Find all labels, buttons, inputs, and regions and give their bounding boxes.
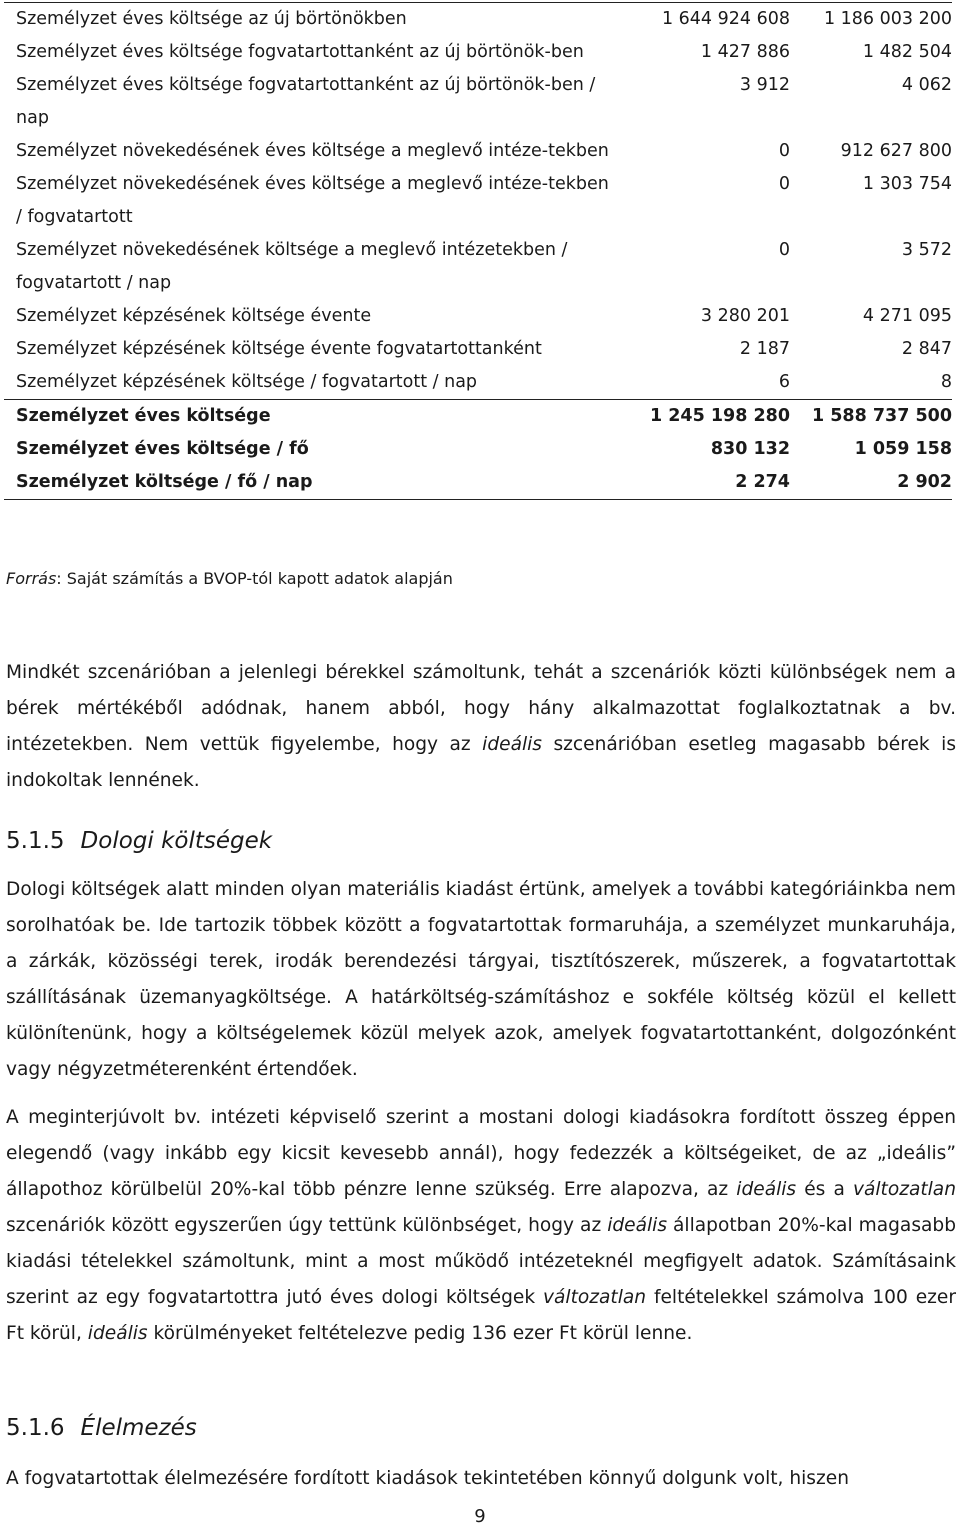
emphasis-text: változatlan xyxy=(543,1287,647,1308)
row-value-scenario-2: 1 186 003 200 xyxy=(790,3,952,37)
table-source-note xyxy=(6,566,453,592)
source-text: : Saját számítás a BVOP-tól kapott adatok alapján xyxy=(56,569,453,588)
page-number: 9 xyxy=(474,1506,486,1527)
row-value-scenario-2: 1 303 754 xyxy=(862,174,952,194)
emphasis-text: ideális xyxy=(482,734,542,755)
row-value-scenario-2: 8 xyxy=(940,372,952,392)
cost-table xyxy=(4,2,952,500)
row-value-scenario-2: 4 062 xyxy=(901,75,952,95)
table-row xyxy=(4,3,952,37)
emphasis-text: ideális xyxy=(736,1179,797,1200)
row-value-scenario-1: 6 xyxy=(778,372,790,392)
paragraph-wages xyxy=(6,655,956,799)
table-row xyxy=(4,69,952,135)
row-value-scenario-1: 2 187 xyxy=(739,339,790,359)
row-value-scenario-2: 2 847 xyxy=(901,339,952,359)
row-value-scenario-1: 3 912 xyxy=(739,75,790,95)
paragraph-dologi-scenarios xyxy=(6,1100,956,1352)
paragraph-text: állapotban 20%-kal magasabb kiadási tételekkel számoltunk, mint a most működő intézeteknél megfigyelt adatok. Számításaink szerint az egy fogvatartottra jutó éves dologi költségek xyxy=(6,1215,957,1308)
table-row xyxy=(4,433,952,466)
paragraph-text: körülményeket feltételezve pedig 136 ezer Ft körül lenne. xyxy=(147,1323,693,1344)
row-label: Személyzet növekedésének költsége a meglevő intézetekben / fogvatartott / nap xyxy=(16,240,568,293)
row-value-scenario-1: 0 xyxy=(778,141,790,161)
paragraph-text: A meginterjúvolt bv. intézeti képviselő szerint a mostani dologi kiadásokra fordított összeg éppen elegendő (vagy inkább egy kicsit kevesebb annál), hogy fedezzék a költségeiket, de az „ideális” állapothoz körülbelül 20%-kal több pénzre lenne szükség. Erre alapozva, az xyxy=(6,1107,956,1200)
row-value-scenario-1: 830 132 xyxy=(710,439,790,459)
section-heading-dologi xyxy=(6,826,272,856)
row-label: Személyzet költsége / fő / nap xyxy=(4,466,612,500)
row-label: Személyzet éves költsége fogvatartottanként az új börtönök-ben / nap xyxy=(16,75,596,128)
row-value-scenario-1: 1 644 924 608 xyxy=(612,3,790,37)
row-value-scenario-1: 3 280 201 xyxy=(700,306,790,326)
row-value-scenario-1: 0 xyxy=(778,240,790,260)
row-value-scenario-2: 912 627 800 xyxy=(840,141,952,161)
row-value-scenario-1: 0 xyxy=(778,174,790,194)
row-value-scenario-2: 4 271 095 xyxy=(862,306,952,326)
row-value-scenario-2: 1 482 504 xyxy=(862,42,952,62)
row-label: Személyzet növekedésének éves költsége a meglevő intéze-tekben xyxy=(16,141,609,161)
row-value-scenario-1: 1 427 886 xyxy=(700,42,790,62)
paragraph-text: szcenáriók között egyszerűen úgy tettünk különbséget, hogy az xyxy=(6,1215,608,1236)
row-label: Személyzet képzésének költsége / fogvatartott / nap xyxy=(16,372,478,392)
table-row xyxy=(4,168,952,234)
row-label: Személyzet éves költsége / fő xyxy=(16,439,309,459)
row-value-scenario-2: 1 059 158 xyxy=(854,439,952,459)
section-heading-elelmezes xyxy=(6,1413,197,1443)
paragraph-dologi-definition: Dologi költségek alatt minden olyan materiális kiadást értünk, amelyek a további kategóriáinkba nem sorolhatóak be. Ide tartozik többek között a fogvatartottak formaruhája, a személyzet munkaruhája, a zárkák, közösségi terek, irodák berendezési tárgyai, tisztítószerek, műszerek, a fogvatartottak szállításának üzemanyagköltsége. A határköltség-számításhoz e sokféle költség közül el kellett különítenünk, hogy a költségelemek közül melyek azok, amelyek fogvatartottanként, dolgozónként vagy négyzetméterenként értendőek. xyxy=(6,879,956,1080)
table-row xyxy=(4,466,952,500)
row-label: Személyzet éves költsége fogvatartottanként az új börtönök-ben xyxy=(16,42,584,62)
paragraph-text: Mindkét szcenárióban a jelenlegi bérekkel számoltunk, tehát a szcenáriók közti különbségek nem a bérek mértékéből adódnak, hanem abból, hogy hány alkalmazottat foglalkoztatnak a bv. intézetekben. Nem vettük figyelembe, hogy az xyxy=(6,662,956,755)
emphasis-text: változatlan xyxy=(852,1179,956,1200)
section-title: Élelmezés xyxy=(80,1415,197,1441)
row-label: Személyzet éves költsége xyxy=(4,400,612,434)
section-number: 5.1.6 xyxy=(6,1415,65,1441)
row-value-scenario-2: 3 572 xyxy=(901,240,952,260)
row-label: Személyzet éves költsége az új börtönökben xyxy=(4,3,612,37)
table-row xyxy=(4,400,952,434)
emphasis-text: ideális xyxy=(87,1323,148,1344)
table-row xyxy=(4,300,952,333)
paragraph-text: szcenárióban esetleg magasabb bérek is indokoltak lennének. xyxy=(6,734,957,791)
paragraph-text: és a xyxy=(796,1179,853,1200)
row-label: Személyzet képzésének költsége évente xyxy=(16,306,372,326)
row-label: Személyzet képzésének költsége évente fogvatartottanként xyxy=(16,339,542,359)
paragraph-text: feltételekkel számolva 100 ezer Ft körül, xyxy=(6,1287,956,1344)
row-value-scenario-1: 1 245 198 280 xyxy=(612,400,790,434)
section-number: 5.1.5 xyxy=(6,828,65,854)
section-title: Dologi költségek xyxy=(80,828,273,854)
row-value-scenario-1: 2 274 xyxy=(612,466,790,500)
cost-table-body xyxy=(4,3,952,500)
table-row xyxy=(4,366,952,400)
row-value-scenario-2: 1 588 737 500 xyxy=(790,400,952,434)
table-row xyxy=(4,36,952,69)
table-row xyxy=(4,333,952,366)
emphasis-text: ideális xyxy=(607,1215,668,1236)
row-value-scenario-2: 2 902 xyxy=(790,466,952,500)
row-label: Személyzet növekedésének éves költsége a meglevő intéze-tekben / fogvatartott xyxy=(16,174,609,227)
table-row xyxy=(4,234,952,300)
source-label: Forrás xyxy=(6,569,57,588)
table-row xyxy=(4,135,952,168)
paragraph-elelmezes: A fogvatartottak élelmezésére fordított kiadások tekintetében könnyű dolgunk volt, hiszen xyxy=(6,1468,849,1489)
